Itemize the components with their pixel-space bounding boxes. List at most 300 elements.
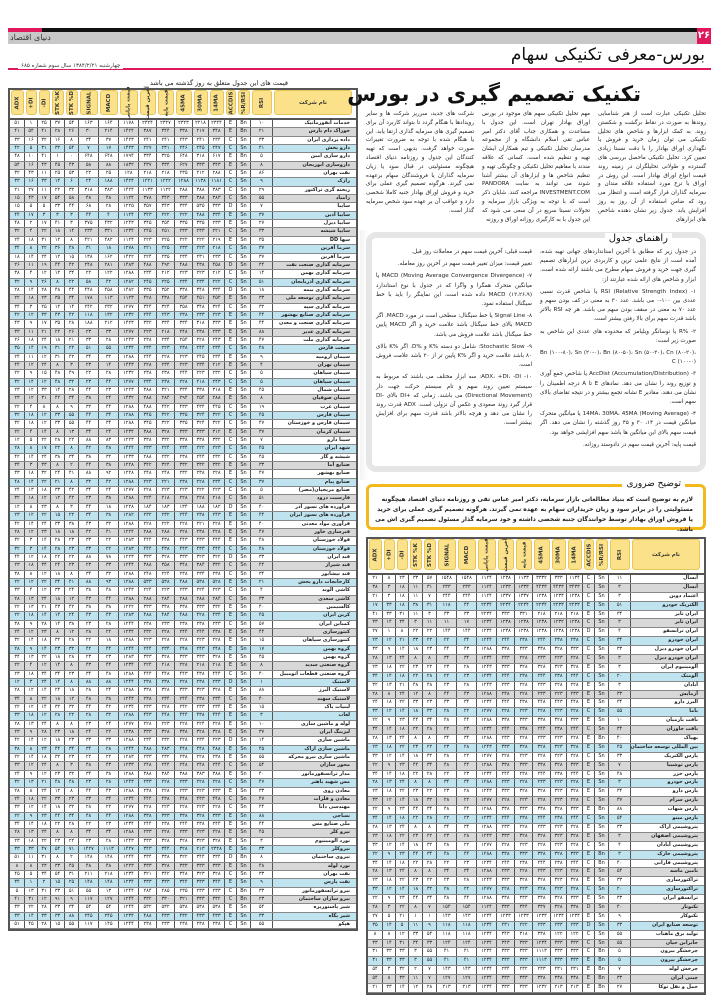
value-cell: ۳۳۳ [515, 984, 533, 992]
value-cell: ۱۳ [383, 735, 396, 743]
value-cell: ۴۵۴ [175, 295, 193, 302]
value-cell: Sn [237, 170, 251, 177]
value-cell: ۱۴ [38, 687, 51, 694]
column-header [369, 539, 382, 570]
value-cell: ۲۳۸ [551, 815, 567, 823]
value-cell: ۳۳ [396, 948, 409, 956]
table-row [10, 863, 356, 871]
value-cell: ۱۳ [99, 888, 119, 895]
value-cell: ۳ [609, 584, 631, 592]
value-cell: E [583, 957, 595, 965]
value-cell: ۳۴ [99, 796, 119, 803]
value-cell: ۲۳۴ [157, 362, 175, 369]
company-name-cell: باما [689, 708, 698, 715]
table-row [10, 420, 356, 428]
value-cell: ۱۲ [38, 712, 51, 719]
value-cell: ۲۱ [251, 579, 273, 586]
value-cell: ۲۳ [251, 896, 273, 903]
value-cell: ۲۸۸ [139, 454, 157, 461]
value-cell: ۲۲ [457, 753, 477, 761]
value-cell: ۲۳۴ [175, 254, 193, 261]
value-cell: ۲۳ [396, 762, 409, 770]
value-cell: ۳۳ [79, 537, 99, 544]
value-cell: ۲۳ [79, 721, 99, 728]
value-cell: ۳۳۳ [497, 957, 515, 965]
value-cell: C [225, 696, 237, 703]
value-cell: ۳۲۸ [515, 788, 533, 796]
value-cell: ۸ [65, 571, 79, 578]
value-cell: ۱۴ [396, 708, 409, 716]
value-cell: ۴۴۵ [209, 404, 225, 411]
value-cell: ۳۳۲ [209, 437, 225, 444]
table-row [10, 220, 356, 228]
value-cell: ۳۳۳ [209, 813, 225, 820]
value-cell: ۴۵ [251, 612, 273, 619]
value-cell: ۲۸ [79, 804, 99, 811]
value-cell: ۲۲ [38, 579, 51, 586]
value-cell: ۲۳۲ [515, 966, 533, 974]
value-cell: Sn [595, 895, 609, 903]
table-row [10, 462, 356, 470]
value-cell: Sn [595, 779, 609, 787]
value-cell: ۳۴ [51, 671, 65, 678]
value-cell: ۳۸۸ [139, 771, 157, 778]
value-cell: ۲۴۴ [193, 629, 209, 636]
value-cell: ۳۳۳ [497, 877, 515, 885]
value-cell: ۱۱۸ [437, 931, 457, 939]
value-cell: ۱۸ [25, 495, 38, 502]
value-cell: ۱۲۴ [457, 940, 477, 948]
table-row [10, 270, 356, 278]
value-cell: ۲۳۸ [515, 726, 533, 734]
value-cell: Sn [237, 771, 251, 778]
value-cell: ۳۳ [10, 178, 25, 185]
value-cell: ۲۱۳ [193, 846, 209, 853]
value-cell: ۱۲ [38, 737, 51, 744]
value-cell: ۲۲۸ [175, 804, 193, 811]
value-cell: ۳۳۸ [157, 854, 175, 861]
value-cell: ۴۴۳۳ [551, 584, 567, 592]
value-cell: ۳۳ [437, 699, 457, 707]
company-name-cell: خوراک دام پارس [308, 128, 350, 135]
value-cell: ۲۳۸ [157, 379, 175, 386]
value-cell: ۳۲۲ [209, 554, 225, 561]
value-cell: ۲۳۸ [193, 696, 209, 703]
value-cell: ۲۲۳۴ [515, 602, 533, 610]
value-cell: ۳۳۳ [139, 863, 157, 870]
value-cell: ۲۳ [396, 806, 409, 814]
value-cell: ۲۴ [38, 596, 51, 603]
value-cell: Sn [237, 646, 251, 653]
table-row [10, 796, 356, 804]
value-cell: ۱۴ [383, 771, 396, 779]
value-cell: E [225, 729, 237, 736]
value-cell: ۳ [383, 593, 396, 601]
value-cell: ۱۸ [251, 287, 273, 294]
value-cell: ۲۱۸ [157, 329, 175, 336]
value-cell: ۳۳ [51, 904, 65, 911]
table-row [10, 804, 356, 812]
value-cell: Sn [237, 779, 251, 786]
company-name-cell: فرآورده های نسوز ایران [289, 512, 350, 519]
value-cell: ۴۴ [251, 312, 273, 319]
value-cell: Sn [237, 804, 251, 811]
value-cell: ۱۵۴ [457, 904, 477, 912]
value-cell: C [225, 871, 237, 878]
value-cell: ۲۷ [609, 984, 631, 992]
value-cell: ۱۲۸۸ [477, 646, 497, 654]
value-cell: ۲۴۸ [139, 470, 157, 477]
value-cell: ۴۳۸ [193, 671, 209, 678]
value-cell: C [583, 860, 595, 868]
value-cell: ۴۵ [10, 871, 25, 878]
value-cell: ۲۳۴ [209, 137, 225, 144]
value-cell: ۳۱۸ [193, 320, 209, 327]
value-cell: ۲۳۲ [157, 512, 175, 519]
value-cell: ۴۴۴ [209, 537, 225, 544]
value-cell: ۵ [383, 913, 396, 921]
value-cell: ۲۸ [51, 712, 65, 719]
value-cell: ۲۵ [99, 170, 119, 177]
value-cell: ۴۴ [99, 596, 119, 603]
value-cell: ۲۶ [38, 279, 51, 286]
value-cell: ۲۳۳ [209, 254, 225, 261]
value-cell: ۲۴ [38, 721, 51, 728]
value-cell: ۲۳ [10, 729, 25, 736]
value-cell: ۲۲۸ [515, 824, 533, 832]
value-cell: ۱۲ [396, 931, 409, 939]
value-cell: ۴۳۲ [99, 220, 119, 227]
value-cell: ۴۴۸ [567, 699, 583, 707]
value-cell: ۱۲۸۸ [175, 178, 193, 185]
column-header [534, 539, 550, 570]
value-cell: ۱۲۸۸ [119, 521, 139, 528]
value-cell: ۴۰ [251, 521, 273, 528]
value-cell: ۴۵ [251, 746, 273, 753]
value-cell: ۱ [409, 913, 423, 921]
table-row [368, 726, 704, 735]
value-cell: ۳۸ [79, 604, 99, 611]
table-row [10, 312, 356, 320]
value-cell: ۲۸ [10, 596, 25, 603]
company-name-cell: کاشی سعدی [318, 595, 350, 602]
value-cell: C [225, 195, 237, 202]
value-cell: ۱۸ [25, 562, 38, 569]
table-row [10, 871, 356, 879]
value-cell: ۸ [51, 362, 65, 369]
value-cell: ۲۱ [396, 682, 409, 690]
value-cell: ۲۸ [10, 829, 25, 836]
value-cell: ۵۸ [79, 162, 99, 169]
value-cell: ۳۳ [383, 948, 396, 956]
value-cell: ۳۳۳ [515, 717, 533, 725]
value-cell: ۱۲ [25, 579, 38, 586]
value-cell: C [583, 797, 595, 805]
value-cell: ۲۴۴ [139, 354, 157, 361]
company-name-cell: سرمایه گذاری آذربایجان [291, 278, 350, 285]
value-cell: E [225, 387, 237, 394]
value-cell: ۴۴۴ [497, 699, 515, 707]
company-name-cell: شیشه و گاز [320, 453, 350, 460]
value-cell: ۴۵ [251, 454, 273, 461]
value-cell: ۱۷ [38, 445, 51, 452]
value-cell: ۳۸ [10, 571, 25, 578]
value-cell: ۱۲۳۴ [477, 975, 497, 983]
table-row [10, 879, 356, 887]
value-cell: ۱۶ [25, 178, 38, 185]
value-cell: ۳۲۳ [193, 554, 209, 561]
value-cell: ۴۴ [99, 379, 119, 386]
value-cell: ۲۴۴ [533, 860, 551, 868]
value-cell: ۱۴۳ [437, 913, 457, 921]
value-cell: ۲۲ [99, 729, 119, 736]
value-cell: ۳۳ [609, 691, 631, 699]
value-cell: Sn [595, 637, 609, 645]
company-name-cell: آبسال [683, 583, 698, 590]
value-cell: ۳۸۳ [209, 195, 225, 202]
value-cell: ۱۲۸۸ [477, 895, 497, 903]
value-cell: ۱۸ [51, 337, 65, 344]
value-cell: E [225, 470, 237, 477]
value-cell: ۸ [25, 245, 38, 252]
value-cell: ۳۳ [10, 470, 25, 477]
value-cell: ۲۴ [38, 254, 51, 261]
value-cell: ۱۲۴۴ [119, 746, 139, 753]
value-cell: C [225, 137, 237, 144]
value-cell: C [583, 948, 595, 956]
value-cell: Sn [237, 604, 251, 611]
value-cell: ۲۲ [38, 696, 51, 703]
value-cell: ۱۸ [38, 821, 51, 828]
value-cell: ۱۲۷۷ [119, 329, 139, 336]
value-cell: ۳۲۸ [551, 717, 567, 725]
value-cell: ۲۲ [437, 860, 457, 868]
company-name-cell: سیمان صوفیان [312, 395, 350, 402]
company-name-cell: نورد لوله [327, 862, 350, 869]
value-cell: ۱۸۳ [157, 504, 175, 511]
value-cell: C [225, 546, 237, 553]
value-cell: ۲۳۸ [193, 621, 209, 628]
column-header [26, 90, 37, 115]
value-cell: ۱۱ [409, 922, 423, 930]
value-cell: Sn [595, 913, 609, 921]
value-cell: ۳۲۸ [515, 664, 533, 672]
value-cell: ۱۲ [51, 788, 65, 795]
value-cell: ۲۱۸ [157, 495, 175, 502]
table-row [368, 815, 704, 824]
value-cell: ۱۵ [251, 704, 273, 711]
value-cell: ۲۸ [457, 682, 477, 690]
value-cell: ۲۲ [423, 664, 437, 672]
company-name-cell: تراکتورسازی [666, 877, 698, 884]
value-cell: ۳۴۳ [157, 195, 175, 202]
company-name-cell: نفت بهران [323, 870, 350, 877]
value-cell: ۴ [609, 842, 631, 850]
value-cell: ۳۳ [396, 975, 409, 983]
value-cell: ۱۸ [51, 804, 65, 811]
value-cell: ۱۲۲۸ [119, 504, 139, 511]
value-cell: Sn [237, 245, 251, 252]
value-cell: E [225, 529, 237, 536]
value-cell: ۴۴ [457, 762, 477, 770]
value-cell: Sn [237, 863, 251, 870]
company-name-cell: فنرسازی خاور [314, 528, 350, 535]
value-cell: ۱۲۳۳ [119, 762, 139, 769]
value-cell: ۴۴ [409, 851, 423, 859]
value-cell: ۴۸ [437, 806, 457, 814]
value-cell: ۳۱ [38, 145, 51, 152]
company-name-cell: نیرو کلر [330, 829, 350, 836]
value-cell: ۲۲۳۳ [551, 602, 567, 610]
value-cell: Sn [237, 629, 251, 636]
value-cell: ۸ [251, 662, 273, 669]
value-cell: ۷ [423, 593, 437, 601]
value-cell: E [225, 429, 237, 436]
table-row [10, 170, 356, 178]
value-cell: ۲۸ [457, 664, 477, 672]
value-cell: ۳۸۸ [193, 195, 209, 202]
value-cell: ۲۳۸ [157, 821, 175, 828]
value-cell: ۲۲۳ [193, 788, 209, 795]
value-cell: ۲۸ [38, 287, 51, 294]
value-cell: ۳۳۸ [533, 975, 551, 983]
value-cell: ۴۸۸ [175, 579, 193, 586]
value-cell: ۱۲۴۴ [119, 562, 139, 569]
value-cell: ۲۲۸ [209, 804, 225, 811]
value-cell: ۱۲۳۴ [119, 913, 139, 920]
value-cell: ۲۲ [409, 815, 423, 823]
value-cell: ۲۲ [368, 717, 383, 725]
company-name-cell: لیزینگ ایران [319, 729, 350, 736]
value-cell: ۱۸ [25, 295, 38, 302]
value-cell: ۳۳ [10, 846, 25, 853]
value-cell: ۲۵۴ [175, 337, 193, 344]
value-cell: ۴۴۸ [533, 699, 551, 707]
value-cell: ۱۵۴۸ [457, 575, 477, 583]
table-row [10, 913, 356, 921]
value-cell: ۴۳۸ [157, 537, 175, 544]
value-cell: ۲۸۸ [139, 596, 157, 603]
value-cell: ۲۲۳ [551, 708, 567, 716]
value-cell: ۲۳۸ [193, 679, 209, 686]
value-cell: ۴۸ [251, 863, 273, 870]
value-cell: ۳ [383, 966, 396, 974]
value-cell: ۱۳ [25, 888, 38, 895]
table-row [368, 753, 704, 762]
value-cell: ۱۲۲۲ [119, 604, 139, 611]
value-cell: ۳۲۸ [551, 646, 567, 654]
value-cell: ۴۸ [423, 682, 437, 690]
value-cell: ۳۵۸ [175, 304, 193, 311]
value-cell: ۵۴ [368, 975, 383, 983]
column-header-label: قیمت پایانی [484, 537, 491, 572]
value-cell: ۲۵ [65, 879, 79, 886]
value-cell: ۳۳ [251, 871, 273, 878]
value-cell: ۲۴۸ [175, 646, 193, 653]
value-cell: ۲۳۳ [139, 754, 157, 761]
company-name-cell: سرمایه گذاری صنعت و معدن [278, 320, 350, 327]
value-cell: ۲۲ [457, 797, 477, 805]
value-cell: ۱۲۳۴ [119, 704, 139, 711]
value-cell: ۴۱ [457, 957, 477, 965]
value-cell: D [225, 504, 237, 511]
value-cell: ۱۲۴ [437, 940, 457, 948]
value-cell: ۱۲۳۴ [119, 821, 139, 828]
value-cell: E [583, 788, 595, 796]
value-cell: ۲۲ [396, 699, 409, 707]
value-cell: ۱۲ [38, 571, 51, 578]
company-name-cell: ایران خودرو [668, 637, 698, 644]
value-cell: ۴۳ [457, 646, 477, 654]
table-row [10, 637, 356, 645]
value-cell: Sn [237, 671, 251, 678]
value-cell: ۱۴۳۲ [119, 395, 139, 402]
value-cell: ۲۲ [51, 187, 65, 194]
value-cell: ۲۴۴ [139, 821, 157, 828]
value-cell: ۳۸ [10, 621, 25, 628]
value-cell: ۱ [423, 913, 437, 921]
value-cell: ۱۲۳۴ [119, 796, 139, 803]
value-cell: ۲۲ [38, 479, 51, 486]
value-cell: Sn [595, 575, 609, 583]
value-cell: ۳۳۸ [175, 437, 193, 444]
value-cell: ۲۳۴ [175, 279, 193, 286]
value-cell: ۴۷ [251, 337, 273, 344]
value-cell: E [225, 212, 237, 219]
company-name-cell: ایران خودرو دیزل [654, 646, 698, 653]
value-cell: E [583, 691, 595, 699]
value-cell: ۲۸ [368, 904, 383, 912]
value-cell: ۴۸ [10, 220, 25, 227]
value-cell: ۳۳۳ [567, 948, 583, 956]
value-cell: ۵۴ [251, 904, 273, 911]
value-cell: ۲۲ [99, 754, 119, 761]
company-name-cell: نفت پارس [323, 879, 350, 886]
value-cell: ۱۲۸۸ [477, 762, 497, 770]
table-row [10, 178, 356, 186]
value-cell: ۲۲۷ [139, 145, 157, 152]
value-cell: ۳۴ [437, 868, 457, 876]
value-cell: ۲۸ [423, 984, 437, 992]
value-cell: ۳۳۰ [157, 896, 175, 903]
value-cell: ۱۲۳۴ [477, 948, 497, 956]
value-cell: ۳۲ [423, 753, 437, 761]
value-cell: Sn [237, 279, 251, 286]
value-cell: ۴۸ [99, 587, 119, 594]
value-cell: Sn [237, 320, 251, 327]
value-cell: C [583, 842, 595, 850]
value-cell: Sn [237, 203, 251, 210]
value-cell: ۱۲۲ [551, 931, 567, 939]
value-cell: Sn [237, 312, 251, 319]
company-name-cell: توسعه صنایع ایران [652, 921, 698, 928]
value-cell: ۲۲ [396, 877, 409, 885]
value-cell: ۲۴ [396, 691, 409, 699]
value-cell: ۲۲۸ [567, 753, 583, 761]
value-cell: ۲۲ [51, 554, 65, 561]
company-name-cell: سیمان فارس [316, 412, 350, 419]
value-cell: ۳۳ [10, 762, 25, 769]
value-cell: ۴۴ [409, 806, 423, 814]
value-cell: ۱۱۸ [457, 922, 477, 930]
company-name-cell: کارخانجات دارو پخش [298, 578, 350, 585]
value-cell: ۲۳ [65, 796, 79, 803]
value-cell: ۳۱۸ [79, 187, 99, 194]
value-cell: ۲۳۳ [193, 704, 209, 711]
company-name-cell: گروه صنعتی سدید [305, 662, 350, 669]
value-cell: ۴۸ [79, 195, 99, 202]
value-cell: ۴۳ [51, 312, 65, 319]
